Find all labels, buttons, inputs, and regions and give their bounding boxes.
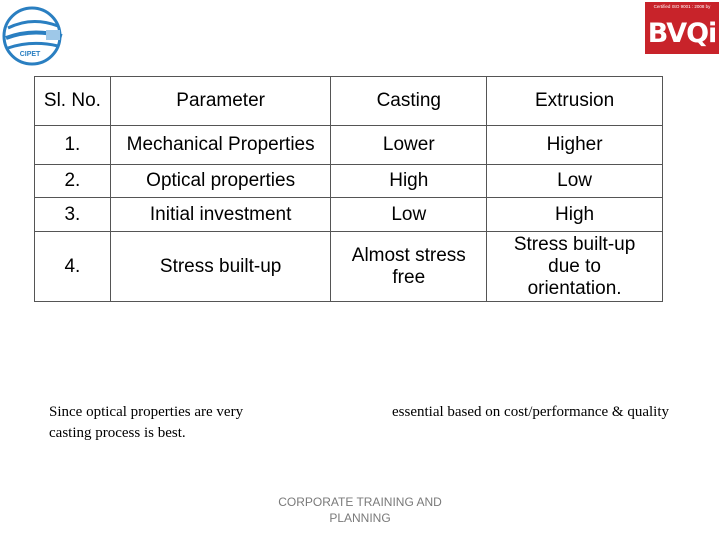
header-casting: Casting: [331, 77, 487, 126]
cell-extrusion: High: [487, 198, 663, 232]
logo-text: CIPET: [19, 51, 41, 58]
cell-casting: High: [331, 165, 487, 198]
cell-sl-no: 3.: [35, 198, 111, 232]
conclusion-line1-right: essential based on cost/performance & quality: [392, 404, 669, 420]
conclusion-line2: casting process is best.: [49, 425, 186, 441]
bvqi-brand: BVQi: [647, 18, 717, 49]
cell-sl-no: 2.: [35, 165, 111, 198]
comparison-table: [34, 76, 663, 302]
cipet-logo: [0, 4, 70, 66]
certification-text: Certified ISO 9001 : 2008 by: [653, 4, 711, 9]
header-extrusion: Extrusion: [487, 77, 663, 126]
cell-extrusion: Stress built-up due to orientation.: [487, 232, 663, 302]
cell-casting: Low: [331, 198, 487, 232]
cell-parameter: Optical properties: [110, 165, 331, 198]
cell-casting: Almost stress free: [331, 232, 487, 302]
table-row: [35, 232, 663, 302]
bvqi-logo: [645, 2, 719, 54]
cell-extrusion: Higher: [487, 126, 663, 165]
footer-text: CORPORATE TRAINING AND PLANNING: [278, 495, 442, 525]
conclusion-text: [49, 402, 669, 444]
cell-extrusion: Low: [487, 165, 663, 198]
cell-casting: Lower: [331, 126, 487, 165]
table-row: [35, 165, 663, 198]
header-parameter: Parameter: [110, 77, 331, 126]
cell-parameter: Stress built-up: [110, 232, 331, 302]
conclusion-line1-left: Since optical properties are very: [49, 404, 244, 420]
header-sl-no: Sl. No.: [35, 77, 111, 126]
table-row: [35, 126, 663, 165]
table-row: [35, 198, 663, 232]
cell-sl-no: 4.: [35, 232, 111, 302]
table-header-row: [35, 77, 663, 126]
cell-parameter: Initial investment: [110, 198, 331, 232]
cell-parameter: Mechanical Properties: [110, 126, 331, 165]
cell-sl-no: 1.: [35, 126, 111, 165]
